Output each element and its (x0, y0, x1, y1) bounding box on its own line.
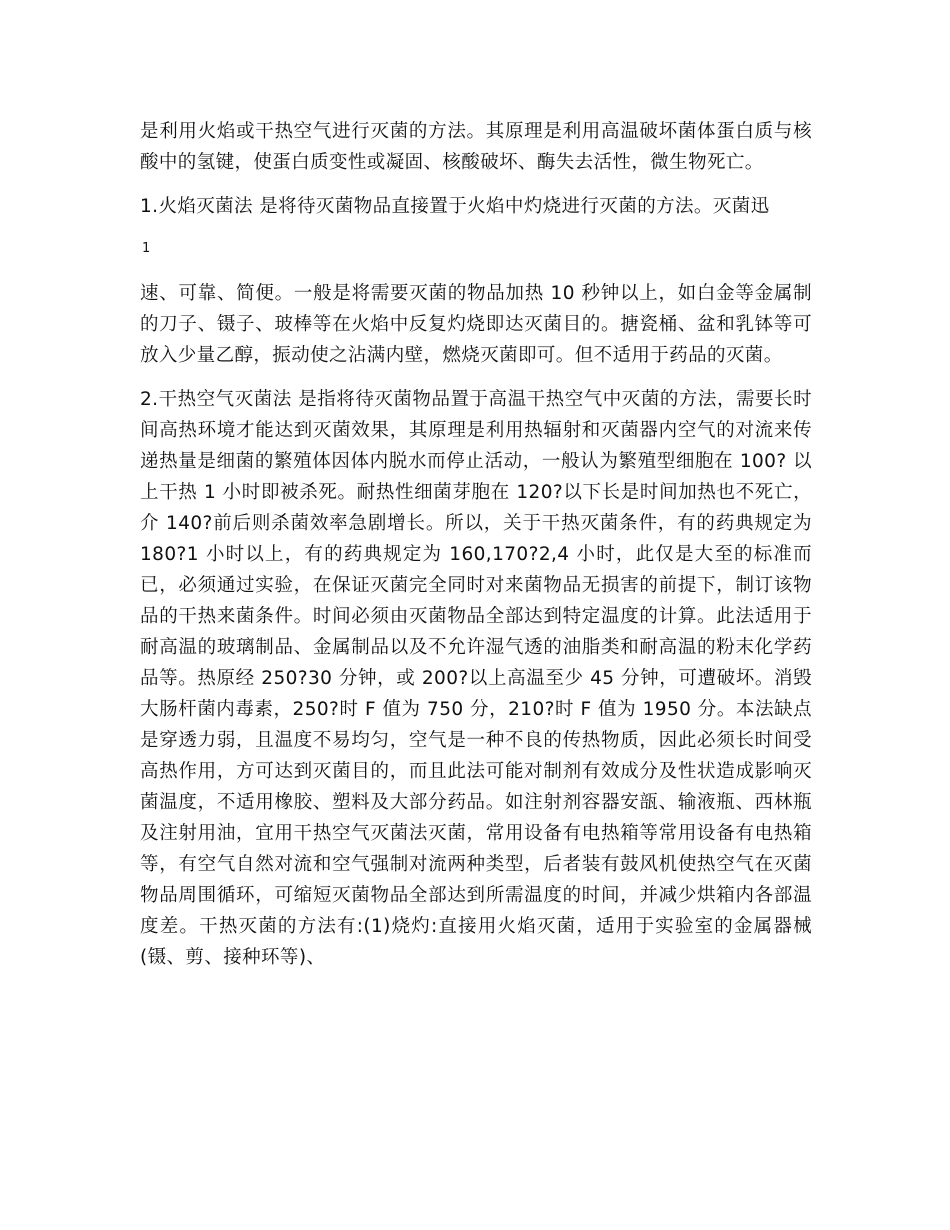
paragraph-intro: 是利用火焰或干热空气进行灭菌的方法。其原理是利用高温破坏菌体蛋白质与核酸中的氢键，使蛋白质变性或凝固、核酸破坏、酶失去活性，微生物死亡。 (140, 121, 812, 173)
paragraph-flame-sterilization-continued: 速、可靠、简便。一般是将需要灭菌的物品加热 10 秒钟以上，如白金等金属制的刀子、镊子、玻棒等在火焰中反复灼烧即达灭菌目的。搪瓷桶、盆和乳钵等可放入少量乙醇，振动使之沾满内壁，燃烧灭菌即可。但不适用于药品的灭菌。 (140, 283, 812, 366)
paragraph-dry-heat-sterilization: 2.干热空气灭菌法 是指将待灭菌物品置于高温干热空气中灭菌的方法，需要长时间高热环境才能达到灭菌效果，其原理是利用热辐射和灭菌器内空气的对流来传递热量是细菌的繁殖体因体内脱水而停止活动，一般认为繁殖型细胞在 100? 以上干热 1 小时即被杀死。耐热性细菌芽胞在 120?以下长是时间加热也不死亡，介 140?前后则杀菌效率急剧增长。所以，关于干热灭菌条件，有的药典规定为 180?1 小时以上，有的药典规定为 160,170?2,4 小时，此仅是大至的标准而已，必须通过实验，在保证灭菌完全同时对来菌物品无损害的前提下，制订该物品的干热来菌条件。时间必须由灭菌物品全部达到特定温度的计算。此法适用于耐高温的玻璃制品、金属制品以及不允许湿气透的油脂类和耐高温的粉末化学药品等。热原经 250?30 分钟，或 200?以上高温至少 45 分钟，可遭破坏。消毁大肠杆菌内毒素，250?时 F 值为 750 分，210?时 F 值为 1950 分。本法缺点是穿透力弱，且温度不易均匀，空气是一种不良的传热物质，因此必须长时间受高热作用，方可达到灭菌目的，而且此法可能对制剂有效成分及性状造成影响灭菌温度，不适用橡胶、塑料及大部分药品。如注射剂容器安瓿、输液瓶、西林瓶及注射用油，宜用干热空气灭菌法灭菌，常用设备有电热箱等常用设备有电热箱等，有空气自然对流和空气强制对流两种类型，后者装有鼓风机使热空气在灭菌物品周围循环，可缩短灭菌物品全部达到所需温度的时间，并减少烘箱内各部温度差。干热灭菌的方法有:(1)烧灼:直接用火焰灭菌，适用于实验室的金属器械(镊、剪、接种环等)、 (140, 389, 812, 968)
paragraph-flame-sterilization: 1.火焰灭菌法 是将待灭菌物品直接置于火焰中灼烧进行灭菌的方法。灭菌迅 (140, 196, 770, 217)
document-body (140, 116, 812, 986)
page-number: 1 (142, 241, 151, 256)
